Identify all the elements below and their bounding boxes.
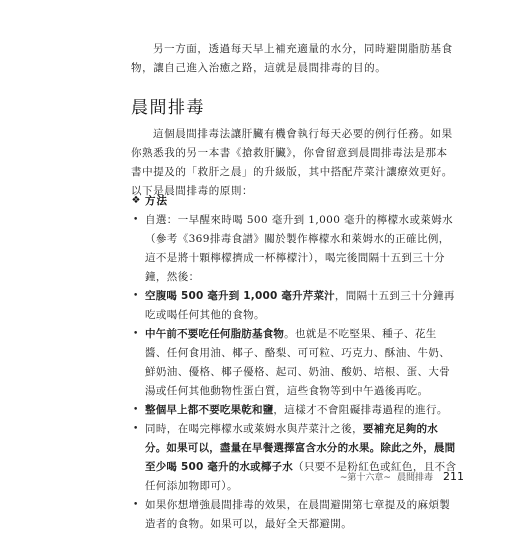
method-heading-text: 方法 (145, 195, 168, 207)
list-item-text: ，這樣才不會阻礙排毒過程的進行。 (273, 404, 448, 416)
list-item-bold-text: 要補充足夠的水分。如果可以，盡量在早餐選擇富含水分的水果。除此之外，晨間至少喝 500 毫升的水或椰子水 (145, 423, 456, 473)
bullet-icon: • (133, 500, 139, 510)
method-subheading (131, 193, 168, 208)
list-item (131, 287, 457, 325)
bullet-icon: • (133, 291, 139, 301)
body-paragraph: 這個晨間排毒法讓肝臟有機會執行每天必要的例行任務。如果你熟悉我的另一本書《搶救肝臟》，你會留意到晨間排毒法是那本書中提及的「救肝之晨」的升級版，其中搭配芹菜汁讓療效更好。以下是晨間排毒的原則： (131, 128, 453, 197)
list-item-text: 同時，在喝完檸檬水或萊姆水與芹菜汁之後， (145, 423, 363, 435)
footer-chapter: ~第十六章~ (339, 473, 391, 483)
bullet-icon: • (133, 215, 139, 225)
list-item (131, 496, 457, 534)
page-number: 211 (443, 470, 464, 483)
intro-paragraph: 另一方面，透過每天早上補充適量的水分，同時避開脂肪基食物，讓自己進入治癒之路，這就是晨間排毒的目的。 (131, 43, 453, 74)
list-item (131, 401, 457, 420)
list-item-text: ，間隔十五到三十分鐘再吃或喝任何其他的食物。 (145, 290, 455, 321)
list-item-bold-text: 整個早上都不要吃果乾和鹽 (145, 404, 274, 416)
list-item-text: 如果你想增強晨間排毒的效果，在晨間避開第七章提及的麻煩製造者的食物。如果可以，最好全天都避開。 (145, 499, 451, 530)
page-footer (340, 470, 464, 483)
footer-section: 晨間排毒 (396, 473, 433, 483)
list-item-bold-text: 空腹喝 500 毫升到 1,000 毫升芹菜汁 (145, 290, 335, 302)
list-item (131, 325, 457, 401)
list-item-text: 自選：一早醒來時喝 500 毫升到 1,000 毫升的檸檬水或萊姆水（參考《369排毒食譜》關於製作檸檬水和萊姆水的正確比例，這不是將十顆檸檬擠成一杯檸檬汁），喝完後間隔十五到三十分鐘，然後： (145, 214, 454, 283)
list-item-text: （只要不是粉紅色或紅色，且不含任何添加物即可）。 (145, 461, 457, 492)
bullet-icon: • (133, 329, 139, 339)
list-item-text: 。也就是不吃堅果、種子、花生醬、任何食用油、椰子、酪梨、可可粒、巧克力、酥油、牛奶、鮮奶油、優格、椰子優格、起司、奶油、酸奶、培根、蛋、大骨湯或任何其他動物性蛋白質，這些食物等到中午過後再吃。 (145, 328, 451, 397)
list-item (131, 211, 457, 287)
diamond-icon: ❖ (131, 195, 142, 206)
list-item (131, 420, 457, 496)
section-title: 晨間排毒 (131, 98, 205, 118)
method-list (131, 211, 457, 534)
bullet-icon: • (133, 424, 139, 434)
list-item-bold-text: 中午前不要吃任何脂肪基食物 (145, 328, 285, 340)
bullet-icon: • (133, 405, 139, 415)
